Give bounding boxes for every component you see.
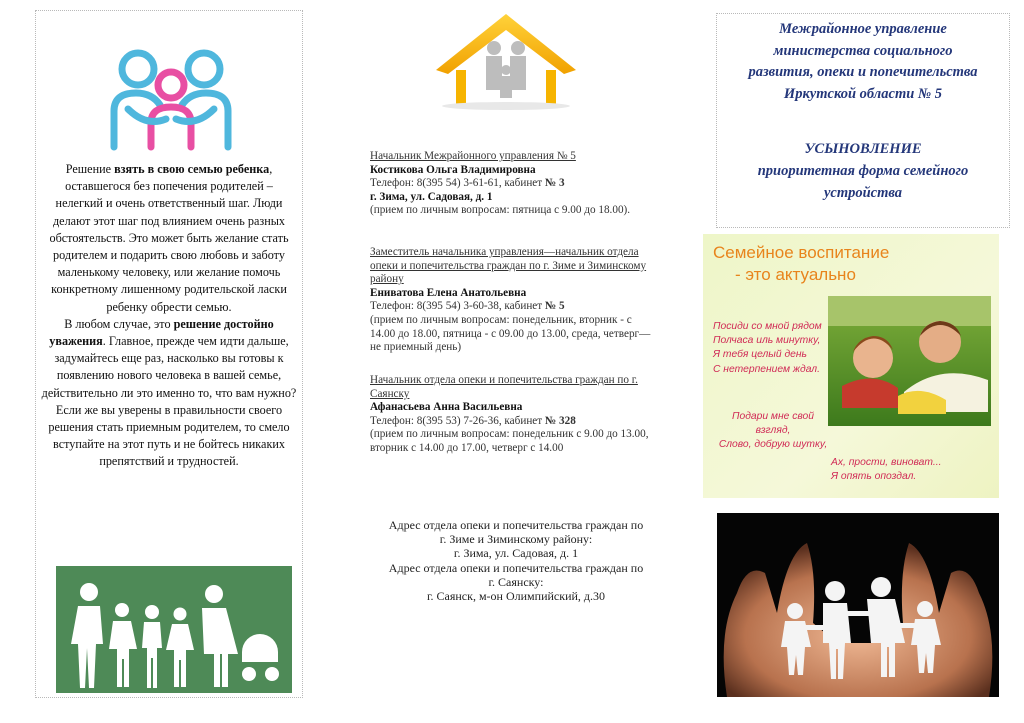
- intro-pre: Решение: [65, 162, 115, 176]
- family-poster: [703, 234, 999, 498]
- contact-hours: (прием по личным вопросам: пятница с 9.00 до 18.00).: [370, 204, 631, 217]
- brochure-topic: [721, 138, 1005, 204]
- contact-address: г. Зима, ул. Садовая, д. 1: [370, 190, 493, 203]
- poem-stanza-3: [831, 456, 941, 484]
- org-line: Межрайонное управление: [779, 21, 947, 37]
- address-line: Адрес отдела опеки и попечительства граждан по: [388, 518, 644, 532]
- contact-sayansk-department: [370, 374, 656, 456]
- contact-role: Начальник Межрайонного управления № 5: [370, 150, 576, 162]
- family-hug-logo: [106, 43, 236, 153]
- intro-post: , оставшегося без попечения родителей – нелегкий и очень ответственный шаг. Люди делают этот шаг под влиянием очень разных обстоятельств. Это может быть желание стать родителем и подарить свою любовь и заботу маленькому человеку, или желание помочь конкретному лишенному родительской ласки ребенку обрести семью.: [49, 162, 289, 314]
- p2-pre: В любом случае, это: [64, 316, 174, 331]
- poem-line: Слово, добрую шутку,: [718, 439, 828, 451]
- poster-headline: [713, 242, 893, 286]
- middle-panel: [360, 0, 660, 723]
- address-line: г. Саянску:: [488, 574, 544, 589]
- contact-name: Ениватова Елена Анатольевна: [370, 286, 527, 299]
- poem-line: Подари мне свой: [732, 411, 814, 422]
- headline-line: - это актуально: [735, 265, 856, 284]
- contact-hours: (прием по личным вопросам: понедельник, вторник - с 14.00 до 18.00, пятница - с 09.00 до 13.00, среда, четверг—не приемный день): [370, 313, 651, 354]
- contact-hours: (прием по личным вопросам: понедельник с 9.00 до 13.00, вторник с 14.00 до 17.00, четверг с 14.00: [370, 428, 649, 454]
- contact-phone: Телефон: 8(395 54) 3-60-38, кабинет № 5: [370, 300, 565, 313]
- intro-bold: взять в свою семью ребенка: [114, 162, 270, 176]
- topic-line: устройства: [823, 185, 903, 201]
- contact-room: № 5: [544, 300, 565, 313]
- contact-head-office: [370, 150, 656, 218]
- left-panel: [35, 10, 303, 698]
- poem-stanza-2: [713, 410, 833, 453]
- topic-line: УСЫНОВЛЕНИЕ: [804, 141, 922, 157]
- hands-family-illustration: [717, 513, 999, 697]
- poem-line: Полчаса иль минутку,: [713, 335, 821, 347]
- contact-phone: Телефон: 8(395 53) 7-26-36, кабинет № 328: [370, 414, 576, 427]
- hands-holding-family-photo: [717, 513, 999, 697]
- p2-post: . Главное, прежде чем идти дальше, задумайтесь еще раз, насколько вы готовы к появлению нового человека в вашей семье, действительно ли это именно то, что вам нужно? Если же вы уверены в правильности своего решения стать приемным родителем, то смело вступайте на этот путь и не бойтесь никаких препятствий и трудностей.: [41, 334, 297, 469]
- address-line: г. Зиме и Зиминскому району:: [439, 532, 593, 547]
- contact-phone: Телефон: 8(395 54) 3-61-61, кабинет № 3: [370, 177, 565, 190]
- contact-role: Начальник отдела опеки и попечительства граждан по г. Саянску: [370, 374, 638, 400]
- adoption-intro-text: [40, 161, 298, 471]
- org-line: Иркутской области № 5: [783, 85, 943, 102]
- poem-stanza-1: [713, 320, 822, 377]
- contact-zima-department: [370, 246, 656, 355]
- topic-line: приоритетная форма семейного: [757, 163, 969, 179]
- address-line: г. Зима, ул. Садовая, д. 1: [453, 546, 579, 561]
- poem-line: взгляд,: [755, 425, 791, 437]
- addresses-block: [366, 518, 666, 603]
- org-line: развития, опеки и попечительства: [748, 64, 978, 80]
- address-line: Адрес отдела опеки и попечительства граждан по: [388, 560, 644, 575]
- father-son-photo: [828, 296, 991, 426]
- contact-name: Костикова Ольга Владимировна: [370, 163, 536, 176]
- headline-line: Семейное воспитание: [713, 243, 890, 262]
- contact-name: Афанасьева Анна Васильевна: [370, 401, 523, 414]
- family-silhouette-icon: [56, 566, 292, 693]
- org-line: министерства социального: [773, 42, 953, 59]
- p2-bold: решение достойно уважения: [49, 316, 274, 349]
- address-line: г. Саянск, м-он Олимпийский, д.30: [426, 589, 606, 604]
- poem-line: Ах, прости, виноват...: [831, 457, 942, 468]
- organization-name: [721, 19, 1005, 105]
- title-block: [716, 13, 1010, 228]
- poem-line: С нетерпением ждал.: [713, 363, 820, 375]
- poem-line: Я опять опоздал.: [831, 471, 917, 483]
- contact-role: Заместитель начальника управления—начальник отдела опеки и попечительства граждан по г. Зиме и Зиминскому району: [370, 246, 647, 286]
- poem-line: Я тебя целый день: [713, 349, 807, 361]
- contact-room: № 3: [544, 177, 565, 190]
- poem-line: Посиди со мной рядом: [713, 321, 822, 332]
- house-family-icon: [432, 8, 580, 114]
- family-silhouette-image: [56, 566, 292, 693]
- contact-room: № 328: [544, 414, 576, 427]
